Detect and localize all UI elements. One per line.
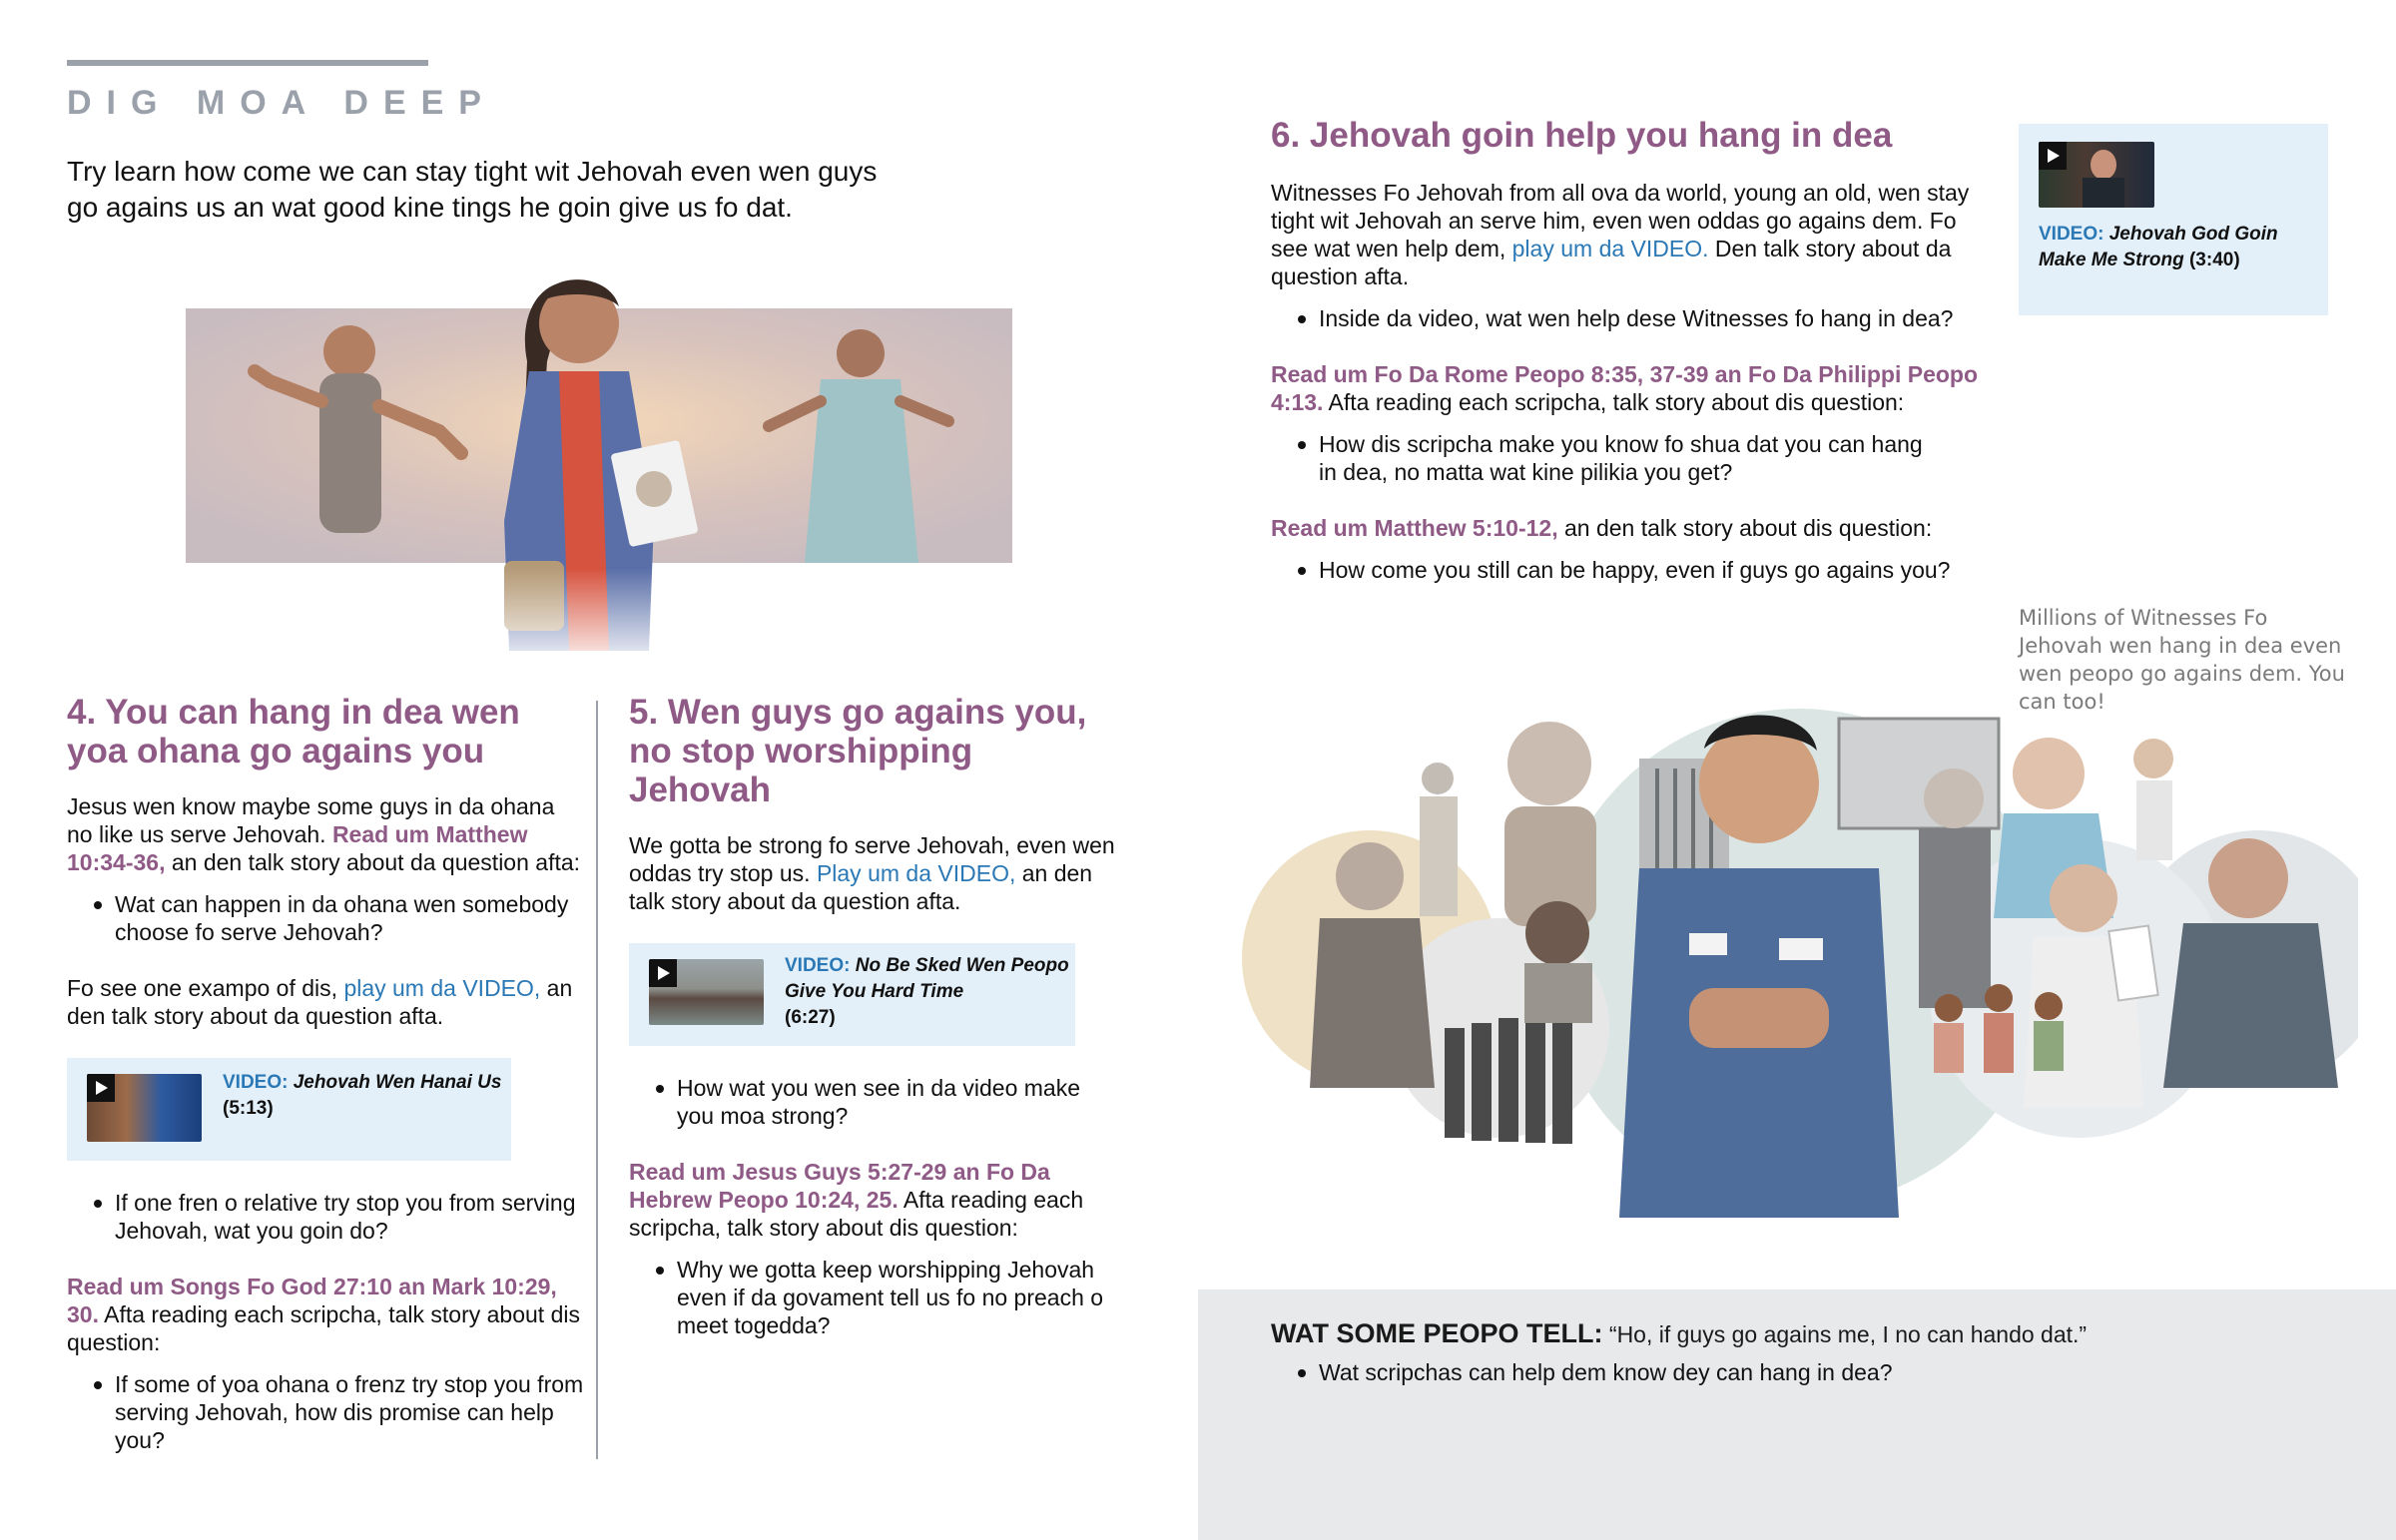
column-divider [596, 701, 598, 1459]
video-card[interactable]: VIDEO: Jehovah God Goin Make Me Strong (3:40) [2019, 124, 2328, 315]
video-title: No Be Sked Wen Peopo Give You Hard Time [785, 955, 1069, 1002]
question-bullet: If some of yoa ohana o frenz try stop you from serving Jehovah, how dis promise can help you? [67, 1370, 586, 1454]
paragraph: Read um Jesus Guys 5:27-29 an Fo Da Hebrew Peopo 10:24, 25. Afta reading each scripcha, talk story about dis question: [629, 1159, 1084, 1241]
scripture-link[interactable]: Read um Jesus Guys 5:27-29 an Fo Da Hebrew Peopo 10:24, 25. [629, 1159, 1050, 1213]
collage-caption: Millions of Witnesses Fo Jehovah wen hang in dea even wen peopo go agains dem. You can too! [2019, 606, 2345, 714]
intro-text: Try learn how come we can stay tight wit Jehovah even wen guys go agains us an wat good kine tings he goin give us fo dat. [67, 156, 878, 223]
question-bullet: How come you still can be happy, even if guys go agains you? [1271, 556, 1980, 584]
video-thumbnail[interactable] [87, 1074, 202, 1142]
scripture-link[interactable]: Read um Matthew 10:34-36, [67, 821, 528, 875]
video-link[interactable]: Play um da VIDEO, [816, 860, 1016, 886]
scripture-link[interactable]: Read um Songs Fo God 27:10 an Mark 10:29, 30. [67, 1274, 557, 1327]
quote: “Ho, if guys go agains me, I no can hando dat.” [1602, 1321, 2088, 1347]
column-4 [67, 693, 586, 1454]
column-5 [629, 693, 1118, 1339]
paragraph: Read um Fo Da Rome Peopo 8:35, 37-39 an Fo Da Philippi Peopo 4:13. Afta reading each scripcha, talk story about dis question: [1271, 361, 1979, 415]
question-bullet: How dis scripcha make you know fo shua dat you can hang in dea, no matta wat kine pilikia you get? [1271, 430, 1930, 486]
paragraph: Fo see one exampo of dis, play um da VIDEO, an den talk story about da question afta. [67, 975, 573, 1029]
play-icon[interactable] [649, 959, 677, 987]
paragraph: We gotta be strong fo serve Jehovah, even wen oddas try stop us. Play um da VIDEO, an den talk story about da question afta. [629, 832, 1115, 914]
column-6 [1271, 116, 1980, 584]
paragraph: Read um Songs Fo God 27:10 an Mark 10:29, 30. Afta reading each scripcha, talk story about dis question: [67, 1274, 580, 1355]
witnesses-collage-illustration [1220, 689, 2358, 1228]
video-link[interactable]: play um da VIDEO. [1511, 236, 1709, 261]
paragraph: Read um Matthew 5:10-12, an den talk story about dis question: [1271, 515, 1933, 541]
video-thumbnail[interactable] [2039, 142, 2154, 208]
video-duration: (3:40) [2188, 250, 2240, 270]
question-bullet: Wat scripchas can help dem know dey can hang in dea? [1271, 1358, 2329, 1386]
video-title: Jehovah God Goin Make Me Strong [2039, 224, 2278, 270]
video-title: Jehovah Wen Hanai Us [293, 1072, 502, 1093]
heading-4: 4. You can hang in dea wen yoa ohana go agains you [67, 693, 520, 770]
wat-some-peopo-label: WAT SOME PEOPO TELL: [1271, 1318, 1603, 1348]
heading-5: 5. Wen guys go agains you, no stop worshipping Jehovah [629, 693, 1087, 809]
video-card[interactable]: VIDEO: Jehovah Wen Hanai Us (5:13) [67, 1058, 511, 1161]
play-icon[interactable] [2039, 142, 2067, 170]
question-bullet: Why we gotta keep worshipping Jehovah even if da govament tell us fo no preach o meet togedda? [629, 1256, 1118, 1339]
question-bullet: If one fren o relative try stop you from serving Jehovah, wat you goin do? [67, 1189, 586, 1245]
heading-6: 6. Jehovah goin help you hang in dea [1271, 116, 1893, 155]
scripture-link[interactable]: Read um Matthew 5:10-12, [1271, 515, 1558, 541]
video-card[interactable]: VIDEO: No Be Sked Wen Peopo Give You Hard Time (6:27) [629, 943, 1075, 1046]
paragraph: Jesus wen know maybe some guys in da ohana no like us serve Jehovah. Read um Matthew 10:34-36, an den talk story about da question afta: [67, 793, 581, 875]
scripture-link[interactable]: Read um Fo Da Rome Peopo 8:35, 37-39 an Fo Da Philippi Peopo 4:13. [1271, 361, 1979, 415]
wat-some-peopo-content [1271, 1317, 2329, 1386]
question-bullet: Wat can happen in da ohana wen somebody choose fo serve Jehovah? [67, 890, 586, 946]
video-link[interactable]: play um da VIDEO, [343, 975, 541, 1001]
video-duration: (5:13) [223, 1098, 274, 1119]
question-bullet: How wat you wen see in da video make you moa strong? [629, 1074, 1118, 1130]
play-icon[interactable] [87, 1074, 115, 1102]
family-opposition-illustration [150, 261, 1018, 671]
paragraph: Witnesses Fo Jehovah from all ova da world, young an old, wen stay tight wit Jehovah an serve him, even wen oddas go agains dem. Fo see wat wen help dem, play um da VIDEO. Den talk story about da question afta. [1271, 180, 1970, 289]
video-thumbnail[interactable] [649, 959, 764, 1025]
video-duration: (6:27) [785, 1007, 836, 1028]
section-title: DIG MOA DEEP [67, 84, 496, 122]
header-rule [67, 60, 428, 66]
question-bullet: Inside da video, wat wen help dese Witnesses fo hang in dea? [1271, 304, 1980, 332]
